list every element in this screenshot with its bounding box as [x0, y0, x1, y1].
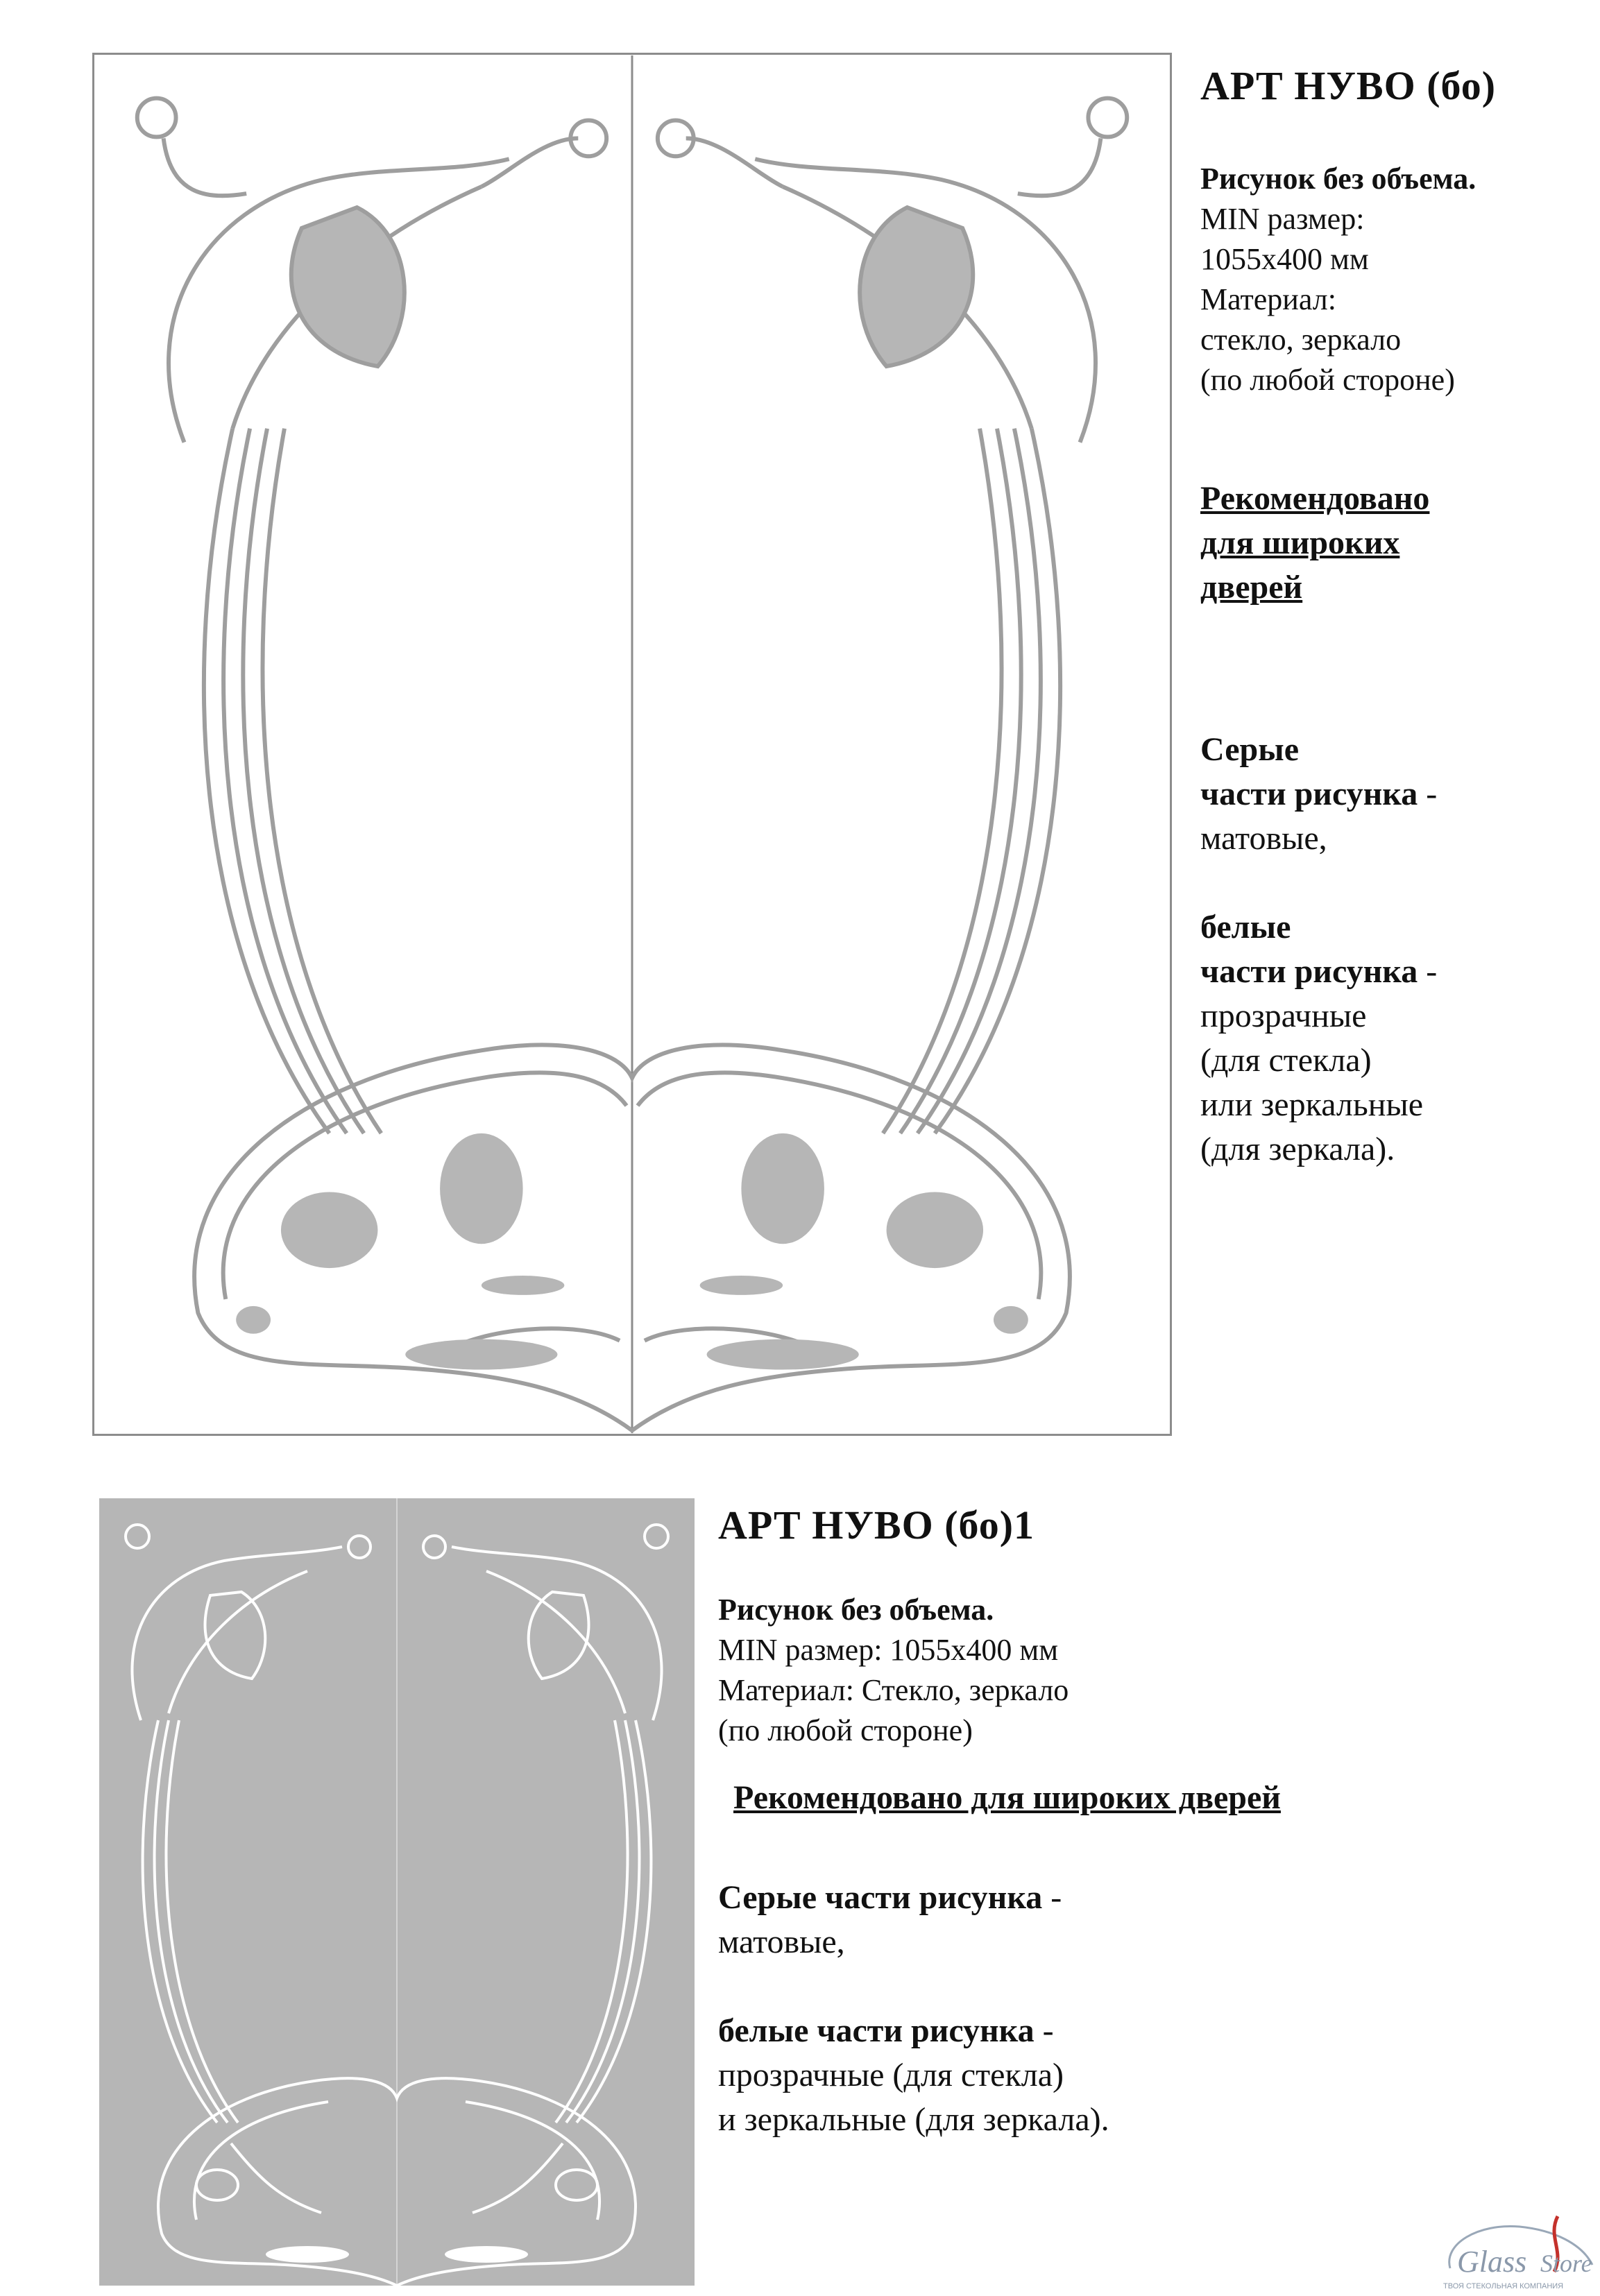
logo-text-store: Store	[1540, 2250, 1592, 2277]
recommend-line-1: Рекомендовано	[1200, 480, 1430, 517]
design-title-1: АРТ НУВО (бо)1	[718, 1502, 1035, 1548]
white-desc-2: (для стекла)	[1200, 1042, 1372, 1079]
art-nouveau-ornament-bottom	[99, 1498, 695, 2286]
recommend-line-3: дверей	[1200, 569, 1303, 606]
grey-heading-1: Серые	[1200, 731, 1300, 768]
min-size-label: MIN размер:	[1200, 202, 1365, 236]
grey-dash: -	[1418, 776, 1438, 812]
grey-heading: Серые части рисунка	[718, 1879, 1043, 1916]
grey-dash-1: -	[1042, 1879, 1062, 1916]
white-desc-3: или зеркальные	[1200, 1086, 1423, 1123]
min-size-value: 1055х400 мм	[1200, 242, 1369, 276]
min-size-line: MIN размер: 1055х400 мм	[718, 1633, 1059, 1667]
logo-mark	[1436, 2202, 1600, 2293]
info-heading-1: Рисунок без объема.	[718, 1593, 994, 1627]
white-heading: белые части рисунка	[718, 2012, 1035, 2049]
design-panel-bottom	[99, 1498, 695, 2286]
white-dash-1: -	[1034, 2012, 1054, 2049]
info-heading: Рисунок без объема.	[1200, 162, 1476, 196]
white-desc-4: (для зеркала).	[1200, 1131, 1395, 1167]
white-heading-1: белые	[1200, 909, 1291, 945]
design-title: АРТ НУВО (бо)	[1200, 63, 1497, 108]
description-bottom	[718, 1502, 1281, 2142]
material-line: Материал: Стекло, зеркало	[718, 1673, 1069, 1707]
grey-desc: матовые,	[1200, 820, 1327, 857]
description-top	[1200, 62, 1496, 1172]
white-heading-2: части рисунка	[1200, 953, 1418, 990]
recommend-line: Рекомендовано для широких дверей	[733, 1779, 1281, 1816]
glassstore-logo	[1436, 2202, 1600, 2293]
grey-desc-1: матовые,	[718, 1924, 845, 1960]
recommend-line-2: для широких	[1200, 524, 1400, 561]
white-dash: -	[1418, 953, 1438, 990]
side-note-1: (по любой стороне)	[718, 1713, 973, 1747]
side-note: (по любой стороне)	[1200, 363, 1455, 397]
white-desc-line-2: и зеркальные (для зеркала).	[718, 2101, 1109, 2138]
design-panel-top	[92, 53, 1172, 1436]
grey-heading-2: части рисунка	[1200, 776, 1418, 812]
white-desc-1: прозрачные	[1200, 997, 1367, 1034]
art-nouveau-ornament-top	[94, 55, 1170, 1434]
logo-tagline: ТВОЯ СТЕКОЛЬНАЯ КОМПАНИЯ	[1443, 2282, 1564, 2290]
material-value: стекло, зеркало	[1200, 323, 1402, 357]
material-label: Материал:	[1200, 282, 1336, 316]
white-desc-line-1: прозрачные (для стекла)	[718, 2057, 1064, 2093]
logo-text-glass: Glass	[1457, 2245, 1527, 2279]
